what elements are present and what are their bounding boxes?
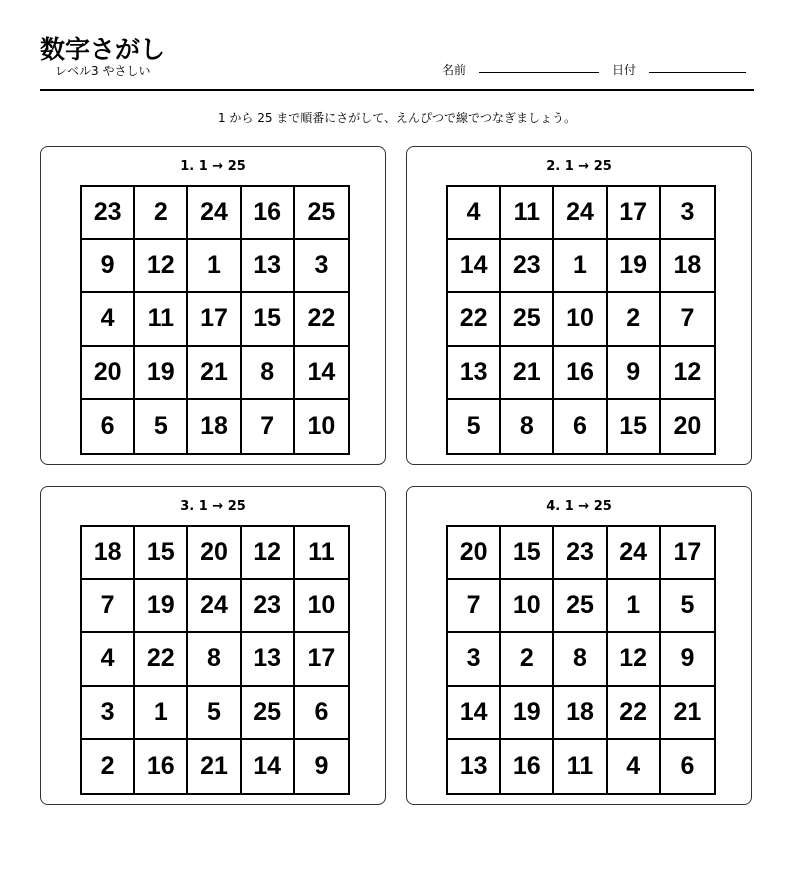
grid-cell: 10	[554, 293, 607, 346]
grid-cell: 15	[242, 293, 295, 346]
grid-cell: 25	[242, 687, 295, 740]
grid-cell: 14	[448, 240, 501, 293]
name-line	[479, 72, 599, 73]
grid-cell: 2	[135, 187, 188, 240]
grid-cell: 19	[501, 687, 554, 740]
grid-cell: 22	[135, 633, 188, 686]
grid-cell: 22	[448, 293, 501, 346]
name-label: 名前	[442, 63, 467, 77]
grid-cell: 8	[188, 633, 241, 686]
level-subtitle: レベル3 やさしい	[55, 64, 151, 78]
grid-cell: 13	[448, 347, 501, 400]
grid-cell: 17	[661, 527, 714, 580]
puzzle-title: 1. 1 → 25	[180, 159, 246, 174]
grid-cell: 21	[188, 740, 241, 793]
grid-cell: 1	[188, 240, 241, 293]
grid-cell: 5	[135, 400, 188, 453]
grid-cell: 3	[82, 687, 135, 740]
grid-cell: 23	[501, 240, 554, 293]
grid-cell: 8	[242, 347, 295, 400]
grid-cell: 20	[448, 527, 501, 580]
grid-cell: 1	[608, 580, 661, 633]
grid-cell: 13	[448, 740, 501, 793]
grid-cell: 15	[608, 400, 661, 453]
date-line	[649, 72, 746, 73]
grid-cell: 23	[242, 580, 295, 633]
grid-cell: 4	[82, 293, 135, 346]
worksheet-title: 数字さがし	[40, 35, 166, 64]
grid-cell: 7	[242, 400, 295, 453]
grid-cell: 17	[295, 633, 348, 686]
grid-cell: 14	[448, 687, 501, 740]
grid-cell: 3	[661, 187, 714, 240]
instructions-text: 1 から 25 まで順番にさがして、えんぴつで線でつなぎましょう。	[217, 111, 577, 125]
grid-cell: 10	[501, 580, 554, 633]
grid-cell: 7	[448, 580, 501, 633]
grid-cell: 18	[82, 527, 135, 580]
grid-cell: 11	[295, 527, 348, 580]
grid-cell: 13	[242, 633, 295, 686]
puzzle-panel-1	[40, 146, 386, 465]
grid-cell: 17	[188, 293, 241, 346]
grid-cell: 24	[608, 527, 661, 580]
grid-cell: 19	[135, 347, 188, 400]
grid-cell: 12	[608, 633, 661, 686]
header-divider	[40, 89, 754, 91]
grid-cell: 15	[501, 527, 554, 580]
number-grid	[80, 525, 350, 795]
grid-cell: 6	[554, 400, 607, 453]
puzzle-title: 2. 1 → 25	[546, 159, 612, 174]
grid-cell: 14	[295, 347, 348, 400]
grid-cell: 21	[661, 687, 714, 740]
grid-cell: 20	[82, 347, 135, 400]
grid-cell: 9	[661, 633, 714, 686]
grid-cell: 12	[661, 347, 714, 400]
grid-cell: 16	[554, 347, 607, 400]
grid-cell: 7	[82, 580, 135, 633]
grid-cell: 16	[135, 740, 188, 793]
number-grid	[80, 185, 350, 455]
grid-cell: 6	[295, 687, 348, 740]
grid-cell: 18	[554, 687, 607, 740]
grid-cell: 22	[608, 687, 661, 740]
grid-cell: 12	[242, 527, 295, 580]
grid-cell: 20	[673, 411, 702, 440]
grid-cell: 18	[188, 400, 241, 453]
grid-cell: 14	[242, 740, 295, 793]
grid-cell: 24	[554, 187, 607, 240]
grid-cell: 1	[554, 240, 607, 293]
grid-cell: 5	[661, 580, 714, 633]
grid-cell: 16	[242, 187, 295, 240]
grid-cell: 23	[554, 527, 607, 580]
grid-cell: 6	[680, 751, 695, 780]
grid-cell: 10	[295, 580, 348, 633]
puzzle-panel-3	[40, 486, 386, 805]
grid-cell: 24	[188, 580, 241, 633]
grid-cell: 6	[82, 400, 135, 453]
grid-cell: 2	[82, 740, 135, 793]
grid-cell: 3	[448, 633, 501, 686]
grid-cell: 11	[135, 293, 188, 346]
number-grid	[446, 185, 716, 455]
grid-cell: 11	[501, 187, 554, 240]
number-grid	[446, 525, 716, 795]
grid-cell: 9	[314, 751, 329, 780]
grid-cell: 25	[501, 293, 554, 346]
grid-cell: 22	[295, 293, 348, 346]
grid-cell: 13	[242, 240, 295, 293]
grid-cell: 5	[448, 400, 501, 453]
date-label: 日付	[612, 63, 637, 77]
grid-cell: 9	[608, 347, 661, 400]
grid-cell: 7	[661, 293, 714, 346]
grid-cell: 4	[448, 187, 501, 240]
grid-cell: 9	[82, 240, 135, 293]
grid-cell: 2	[608, 293, 661, 346]
grid-cell: 21	[501, 347, 554, 400]
grid-cell: 10	[307, 411, 336, 440]
grid-cell: 17	[608, 187, 661, 240]
puzzle-title: 4. 1 → 25	[546, 499, 612, 514]
puzzle-panel-4	[406, 486, 752, 805]
grid-cell: 12	[135, 240, 188, 293]
grid-cell: 11	[554, 740, 607, 793]
grid-cell: 19	[135, 580, 188, 633]
grid-cell: 19	[608, 240, 661, 293]
grid-cell: 16	[501, 740, 554, 793]
grid-cell: 2	[501, 633, 554, 686]
grid-cell: 21	[188, 347, 241, 400]
grid-cell: 24	[188, 187, 241, 240]
puzzle-panel-2	[406, 146, 752, 465]
grid-cell: 4	[608, 740, 661, 793]
grid-cell: 8	[554, 633, 607, 686]
grid-cell: 1	[135, 687, 188, 740]
puzzle-title: 3. 1 → 25	[180, 499, 246, 514]
grid-cell: 25	[295, 187, 348, 240]
grid-cell: 15	[135, 527, 188, 580]
grid-cell: 4	[82, 633, 135, 686]
grid-cell: 23	[82, 187, 135, 240]
grid-cell: 20	[188, 527, 241, 580]
grid-cell: 5	[188, 687, 241, 740]
grid-cell: 8	[501, 400, 554, 453]
grid-cell: 3	[295, 240, 348, 293]
grid-cell: 25	[554, 580, 607, 633]
grid-cell: 18	[661, 240, 714, 293]
